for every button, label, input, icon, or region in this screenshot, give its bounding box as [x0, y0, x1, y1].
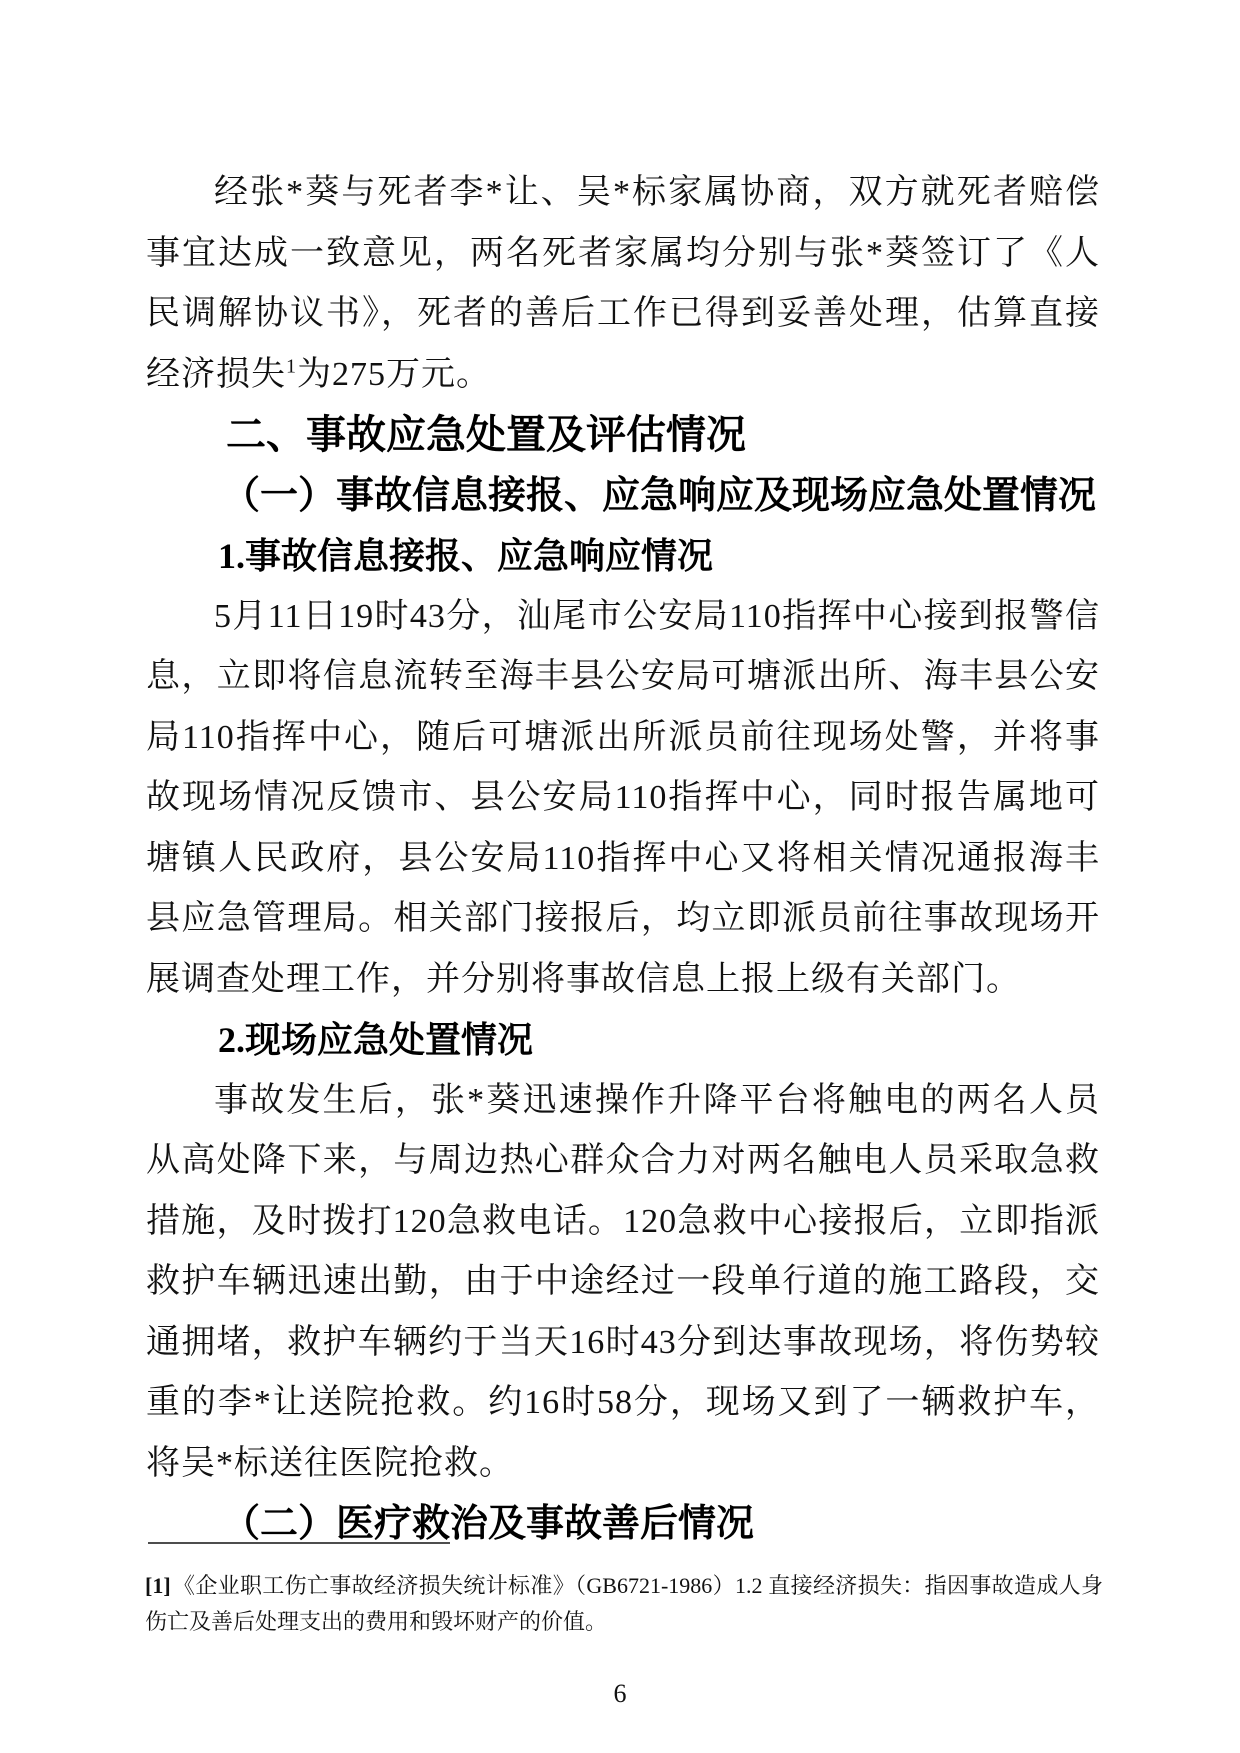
paragraph-compensation [146, 163, 1100, 405]
paragraph-onsite-response: 事故发生后，张*葵迅速操作升降平台将触电的两名人员从高处降下来，与周边热心群众合力对两名触电人员采取急救措施，及时拨打120急救电话。120急救中心接报后，立即指派救护车辆迅速出勤，由于中途经过一段单行道的施工路段，交通拥堵，救护车辆约于当天16时43分到达事故现场，将伤势较重的李*让送院抢救。约16时58分，现场又到了一辆救护车，将吴*标送往医院抢救。 [146, 1081, 1100, 1482]
numbered-heading-onsite-response: 2.现场应急处置情况 [218, 1020, 534, 1060]
subsection-heading-medical-treatment: （二）医疗救治及事故善后情况 [222, 1503, 755, 1545]
page-number: 6 [613, 1679, 627, 1708]
section-heading-emergency-response: 二、事故应急处置及评估情况 [226, 413, 746, 457]
paragraph-compensation-text: 经张*葵与死者李*让、吴*标家属协商，双方就死者赔偿事宜达成一致意见，两名死者家属均分别与张*葵签订了《人民调解协议书》，死者的善后工作已得到妥善处理，估算直接经济损失 [146, 174, 1100, 393]
numbered-heading-info-reporting: 1.事故信息接报、应急响应情况 [218, 536, 714, 576]
footnote-separator-line [148, 1542, 450, 1544]
footnote-marker: [1] [145, 1573, 171, 1598]
paragraph-compensation-text-after: 为275万元。 [297, 355, 491, 393]
footnote [145, 1568, 1103, 1640]
subsection-heading-info-reporting: （一）事故信息接报、应急响应及现场应急处置情况 [222, 474, 1097, 517]
paragraph-report-response: 5月11日19时43分，汕尾市公安局110指挥中心接到报警信息，立即将信息流转至海丰县公安局可塘派出所、海丰县公安局110指挥中心，随后可塘派出所派员前往现场处警，并将事故现场情况反馈市、县公安局110指挥中心，同时报告属地可塘镇人民政府，县公安局110指挥中心又将相关情况通报海丰县应急管理局。相关部门接报后，均立即派员前往事故现场开展调查处理工作，并分别将事故信息上报上级有关部门。 [146, 597, 1100, 998]
footnote-reference-mark: 1 [286, 355, 297, 378]
footnote-text: 《企业职工伤亡事故经济损失统计标准》（GB6721-1986）1.2 直接经济损失：指因事故造成人身伤亡及善后处理支出的费用和毁坏财产的价值。 [145, 1573, 1103, 1634]
document-body [146, 163, 1100, 1555]
